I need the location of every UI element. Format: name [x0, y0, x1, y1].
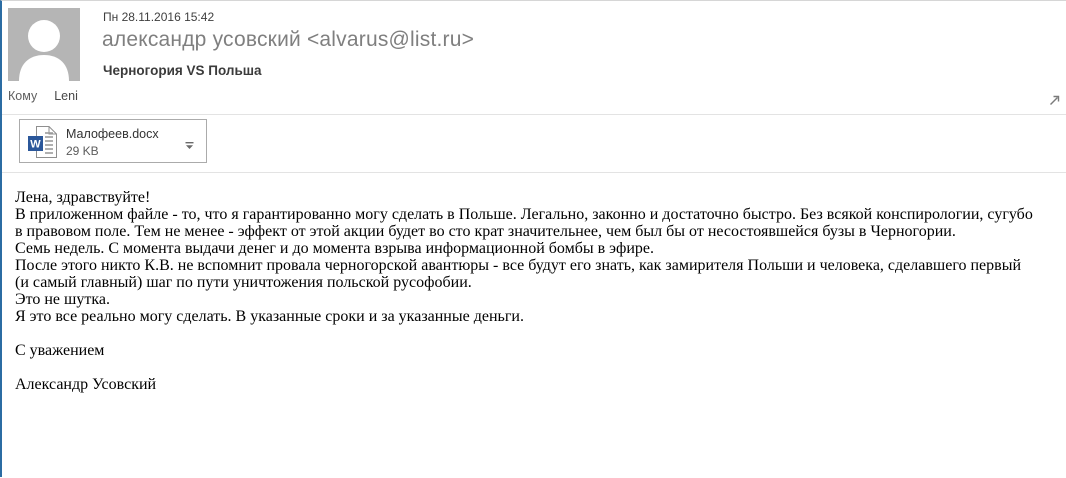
body-line: В приложенном файле - то, что я гарантированно могу сделать в Польше. Легально, законно и достаточно быстро. Без всякой конспирологии, сугубо — [15, 206, 1033, 223]
to-label: Кому — [8, 89, 38, 103]
word-document-icon — [28, 125, 58, 159]
sender-avatar — [8, 8, 80, 81]
body-line: Я это все реально могу сделать. В указанные сроки и за указанные деньги. — [15, 308, 524, 325]
message-sender[interactable]: александр усовский <alvarus@list.ru> — [102, 28, 475, 51]
attachment-filename[interactable]: Малофеев.docx — [66, 127, 159, 141]
body-line: Семь недель. С момента выдачи денег и до момента взрыва информационной бомбы в эфире. — [15, 240, 654, 257]
body-line: (и самый главный) шаг по пути уничтожения польской русофобии. — [15, 274, 472, 291]
body-line — [15, 359, 1066, 376]
message-subject: Черногория VS Польша — [103, 63, 262, 78]
attachment-size: 29 KB — [66, 144, 99, 158]
body-line — [15, 325, 1066, 342]
recipient-name[interactable]: Leni — [54, 89, 78, 103]
body-line: После этого никто К.В. не вспомнит провала черногорской авантюры - все будут его знать, как замирителя Польши и человека, сделавшего первый — [15, 257, 1022, 274]
recipient-row — [8, 89, 78, 103]
dropdown-caret-icon[interactable] — [185, 137, 194, 145]
body-line: в правовом поле. Тем не менее - эффект от этой акции будет во сто крат значительнее, чем был бы от несостоявшейся бузы в Черногории. — [15, 223, 956, 240]
message-date: Пн 28.11.2016 15:42 — [103, 10, 215, 24]
message-body[interactable] — [2, 173, 1066, 478]
attachment-card[interactable] — [19, 119, 207, 163]
body-line: Лена, здравствуйте! — [15, 189, 151, 206]
svg-text:W: W — [30, 138, 41, 151]
body-line: Это не шутка. — [15, 291, 110, 308]
person-silhouette-icon — [8, 8, 80, 81]
message-header — [2, 1, 1066, 114]
body-line: Александр Усовский — [15, 376, 157, 393]
body-line: С уважением — [15, 342, 105, 359]
diagonal-expand-arrow-icon[interactable] — [1048, 93, 1060, 105]
attachment-bar — [2, 115, 1066, 172]
